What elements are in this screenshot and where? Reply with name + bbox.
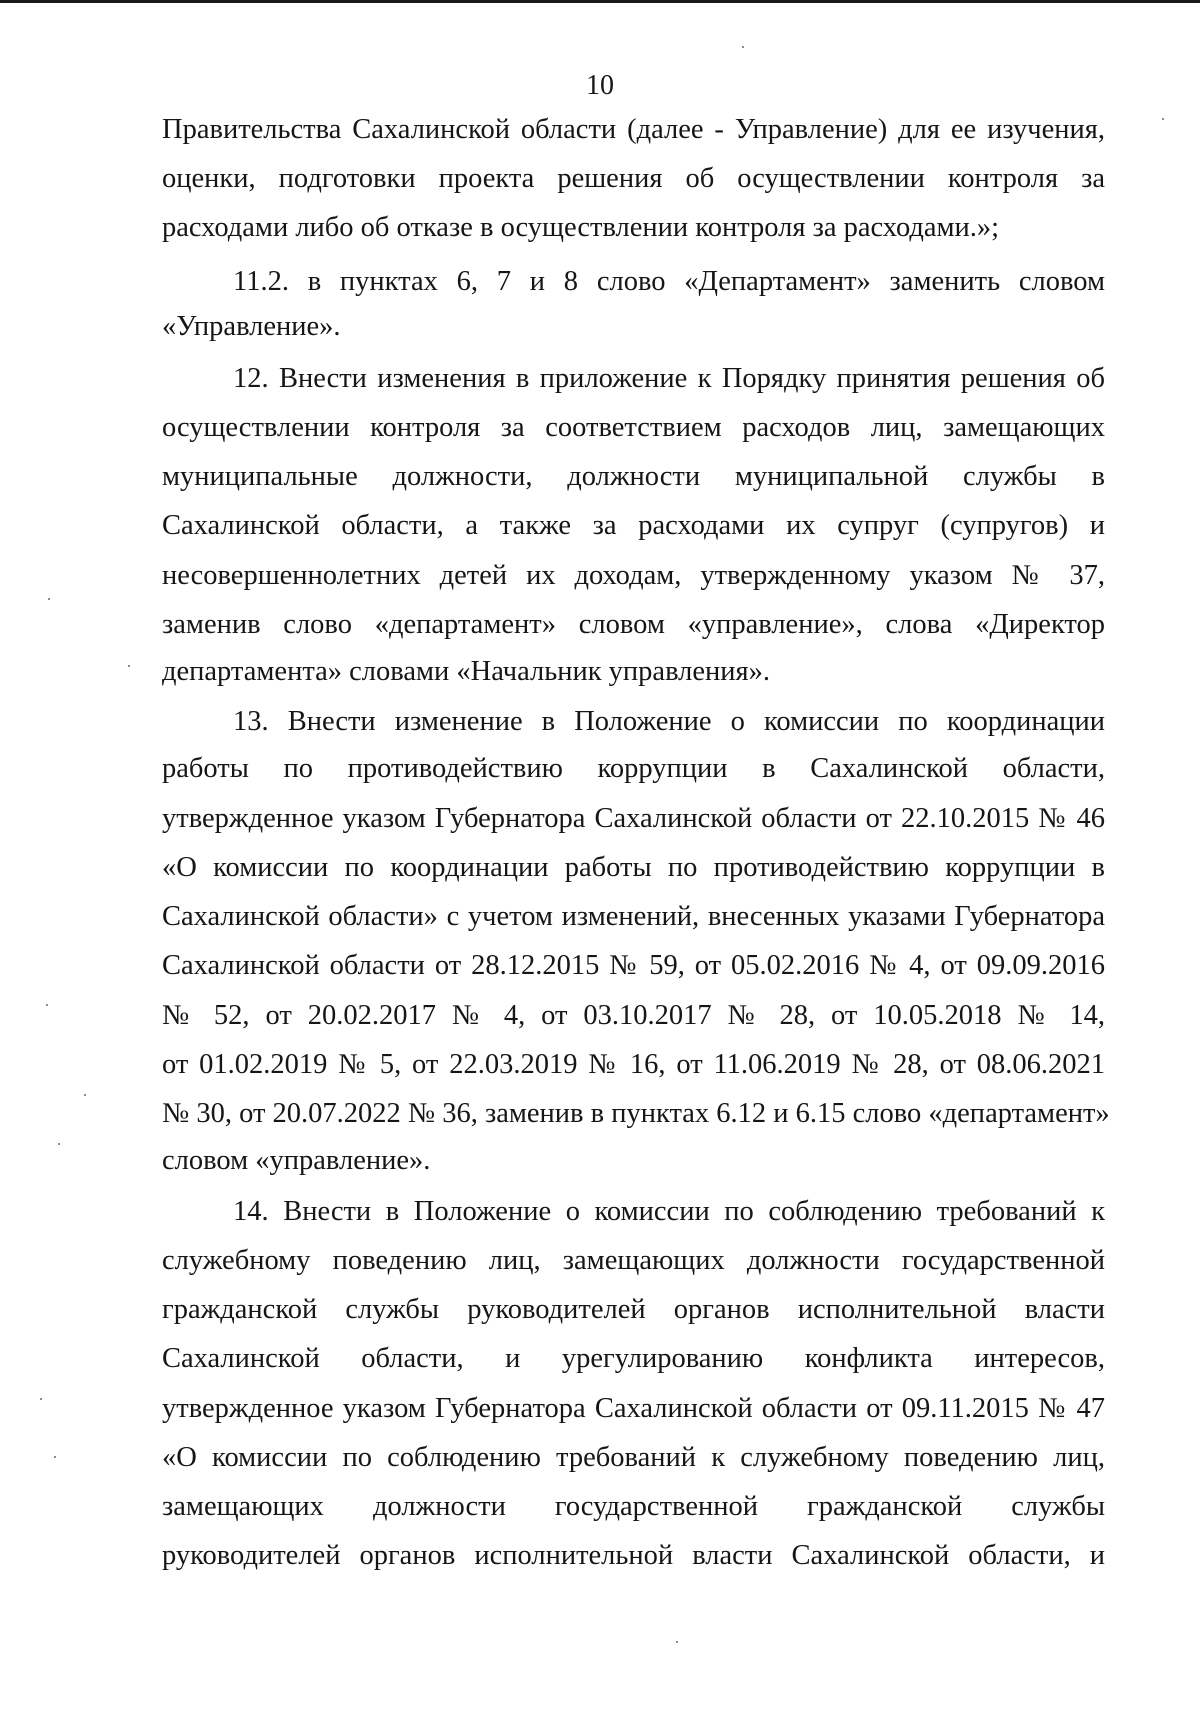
text-line: служебному поведению лиц, замещающих должности государственной bbox=[162, 1245, 1105, 1276]
text-line: осуществлении контроля за соответствием расходов лиц, замещающих bbox=[162, 412, 1105, 443]
text-line: Сахалинской области от 28.12.2015 № 59, от 05.02.2016 № 4, от 09.09.2016 bbox=[162, 950, 1105, 981]
text-line: муниципальные должности, должности муниципальной службы в bbox=[162, 461, 1105, 492]
paragraph-first-line: 13. Внести изменение в Положение о комиссии по координации bbox=[233, 706, 1105, 737]
paragraph-first-line: 12. Внести изменения в приложение к Порядку принятия решения об bbox=[233, 363, 1105, 394]
text-line: словом «управление». bbox=[162, 1145, 431, 1176]
scan-speck bbox=[676, 1641, 678, 1643]
text-line: замещающих должности государственной гражданской службы bbox=[162, 1491, 1105, 1522]
text-line: от 01.02.2019 № 5, от 22.03.2019 № 16, от 11.06.2019 № 28, от 08.06.2021 bbox=[162, 1049, 1105, 1080]
scan-top-edge bbox=[0, 0, 1200, 3]
text-line: несовершеннолетних детей их доходам, утвержденному указом № 37, bbox=[162, 560, 1105, 591]
text-line: Сахалинской области, и урегулированию конфликта интересов, bbox=[162, 1343, 1105, 1374]
text-line: работы по противодействию коррупции в Сахалинской области, bbox=[162, 753, 1105, 784]
scan-speck bbox=[84, 1094, 86, 1096]
text-line: гражданской службы руководителей органов исполнительной власти bbox=[162, 1294, 1105, 1325]
text-line: утвержденное указом Губернатора Сахалинской области от 09.11.2015 № 47 bbox=[162, 1393, 1105, 1424]
scan-speck bbox=[54, 1456, 56, 1458]
text-line: расходами либо об отказе в осуществлении контроля за расходами.»; bbox=[162, 212, 1000, 243]
scan-speck bbox=[40, 1398, 42, 1400]
text-line: Сахалинской области, а также за расходами их супруг (супругов) и bbox=[162, 510, 1105, 541]
scan-speck bbox=[128, 665, 130, 667]
text-line: «О комиссии по соблюдению требований к служебному поведению лиц, bbox=[162, 1442, 1105, 1473]
scan-speck bbox=[742, 46, 744, 48]
text-line: утвержденное указом Губернатора Сахалинской области от 22.10.2015 № 46 bbox=[162, 803, 1105, 834]
paragraph-first-line: 11.2. в пунктах 6, 7 и 8 слово «Департамент» заменить словом bbox=[233, 266, 1105, 297]
text-line: «Управление». bbox=[162, 311, 341, 342]
page-number: 10 bbox=[586, 70, 614, 101]
text-line: заменив слово «департамент» словом «управление», слова «Директор bbox=[162, 609, 1105, 640]
text-line: № 52, от 20.02.2017 № 4, от 03.10.2017 № 28, от 10.05.2018 № 14, bbox=[162, 1000, 1105, 1031]
paragraph-first-line: 14. Внести в Положение о комиссии по соблюдению требований к bbox=[233, 1196, 1105, 1227]
text-line: «О комиссии по координации работы по противодействию коррупции в bbox=[162, 852, 1105, 883]
text-line: руководителей органов исполнительной власти Сахалинской области, и bbox=[162, 1540, 1105, 1571]
text-line: Сахалинской области» с учетом изменений, внесенных указами Губернатора bbox=[162, 901, 1105, 932]
text-line: департамента» словами «Начальник управления». bbox=[162, 656, 771, 687]
text-line: № 30, от 20.07.2022 № 36, заменив в пунктах 6.12 и 6.15 слово «департамент» bbox=[162, 1098, 1110, 1129]
scan-speck bbox=[48, 598, 50, 600]
text-line: Правительства Сахалинской области (далее - Управление) для ее изучения, bbox=[162, 114, 1105, 145]
text-line: оценки, подготовки проекта решения об осуществлении контроля за bbox=[162, 163, 1105, 194]
scan-speck bbox=[1162, 118, 1164, 120]
scan-speck bbox=[46, 1004, 48, 1006]
scan-speck bbox=[58, 1143, 60, 1145]
